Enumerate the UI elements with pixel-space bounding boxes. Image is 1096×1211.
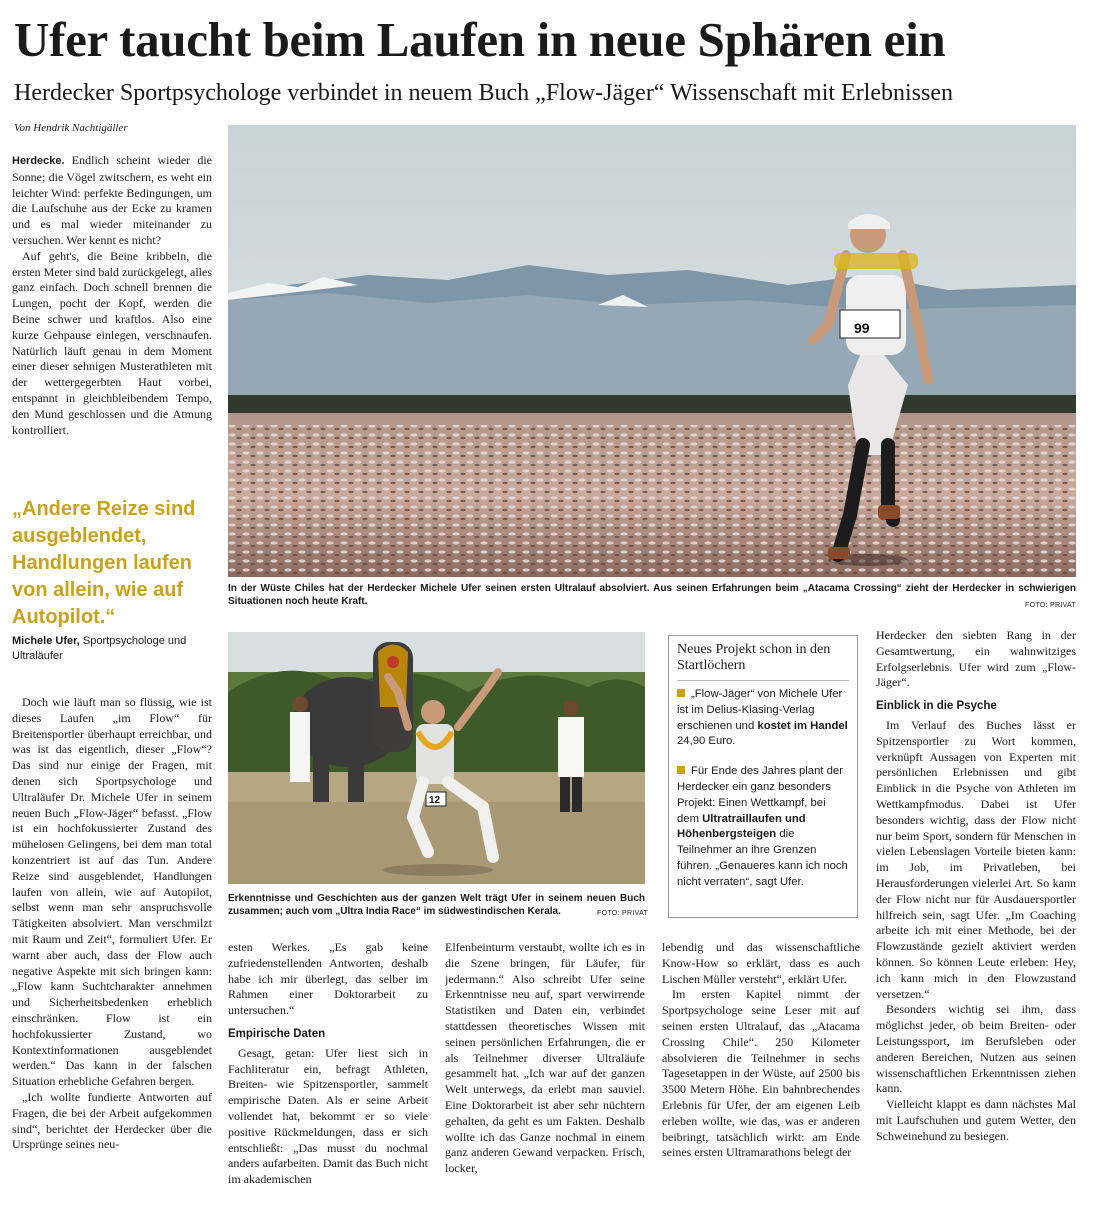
article-column-2 (228, 940, 428, 1208)
article-column-4 (662, 940, 860, 1208)
india-race-image (228, 632, 645, 884)
paragraph: Im Verlauf des Buches lässt er Spitzensportler zu Wort kommen, verknüpft Aussagen von Experten mit persönlichen Erlebnissen und gibt Einblick in die Psyche von Athleten im Wettkampfmodus. Dabei ist Ufer besonders wichtig, dass der Flow nicht nur beim Sport, sondern für Menschen in vielen Lebenslagen Vorteile bieten kann: im Job, im Privatleben, bei Herausforderungen vielerlei Art. So kann der Flow nicht nur für Ausdauersportler hilfreich sein, sagt Ufer. „Im Coaching arbeite ich mit einer Methode, bei der Flowzustände gezielt aktiviert werden können. So können Leute erleben: Hey, ich kann mich in den Flowzustand versetzen.“ (876, 717, 1076, 1001)
photo-india-caption (228, 892, 645, 918)
desert-runner-image (228, 125, 1076, 577)
bib-number: 99 (854, 320, 870, 336)
info-item: „Flow-Jäger“ von Michele Ufer ist im Delius-Klasing-Verlag erschienen und kostet im Handel 24,90 Euro. (677, 688, 848, 748)
article-column-3 (445, 940, 645, 1208)
headline: Ufer taucht beim Laufen in neue Sphären ein (14, 12, 946, 67)
photo-credit: FOTO: PRIVAT (1025, 602, 1077, 609)
paragraph: „Ich wollte fundierte Antworten auf Fragen, die bei der Arbeit aufgekommen sind“, berichtet der Herdecker über die Ursprünge seines neu- (12, 1089, 212, 1152)
paragraph: Elfenbeinturm verstaubt, wollte ich es in die Szene bringen, für Läufer, für jedermann.“ Also schreibt Ufer seine Erkenntnisse neu auf, spart verwirrende Statistiken und Daten ein, verbindet stattdessen theoretisches Wissen mit seinen persönlichen Erfahrungen, die er als Teilnehmer diverser Ultraläufe gesammelt hat. „Ich war auf der ganzen Welt unterwegs, da erlebt man sauviel. Eine Doktorarbeit ist aber sehr nüchtern gehalten, da geht es um Fakten. Deshalb wollte ich das Ganze nochmal in einem ganz anderen Gewand verpacken. Frisch, locker, (445, 940, 645, 1176)
bullet-square-icon (677, 689, 685, 697)
caption-text: Erkenntnisse und Geschichten aus der ganzen Welt trägt Ufer in seinem neuen Buch zusammen; auch vom „Ultra India Race“ im südwestindischen Kerala. (228, 893, 645, 917)
quote-author: Michele Ufer, (12, 635, 80, 647)
byline: Von Hendrik Nachtigäller (14, 122, 128, 134)
paragraph: Vielleicht klappt es dann nächstes Mal mit Laufschuhen und gutem Wetter, den Schweinehund zu besiegen. (876, 1097, 1076, 1143)
photo-credit: FOTO: PRIVAT (597, 910, 649, 917)
article-column-1-bottom (12, 695, 212, 1205)
photo-india-race (228, 632, 645, 884)
dateline: Herdecke. (12, 155, 65, 167)
bullet-square-icon (677, 766, 685, 774)
quote-author-role: Sportpsychologe und Ultraläufer (12, 635, 187, 662)
paragraph: lebendig und das wissenschaftliche Know-How so erklärt, dass es auch Lischen Müller versteht“, erklärt Ufer. (662, 940, 860, 986)
subheading: Einblick in die Psyche (876, 700, 997, 713)
paragraph: Auf geht's, die Beine kribbeln, die ersten Meter sind bald zurückgelegt, alles ganz einfach. Doch schnell brennen die Lungen, pocht der Kopf, werden die Beine schwer und kraftlos. Also eine kurze Gehpause einlegen, verschnaufen. Natürlich läuft genau in dem Moment einer dieser sehnigen Musterathleten mit der wettergegerbten Haut vorbei, entspannt in gleichbleibendem Tempo, den Mund geschlossen und die Atmung kontrolliert. (12, 248, 212, 437)
paragraph: Im ersten Kapitel nimmt der Sportpsychologe seine Leser mit auf seinen ersten Ultralauf, das „Atacama Crossing Chile“. 250 Kilometer absolvieren die Teilnehmer in sechs Tagesetappen in der Wüste, auf 2500 bis 3500 Metern Höhe. Ein bahnbrechendes Erlebnis für Ufer, der am eigenen Leib erleben wollte, wie das, was er anderen beibringt, tatsächlich wirkt: am Ende seines ersten Ultramarathons belegt der (662, 987, 860, 1160)
article-column-1-top (12, 153, 212, 483)
info-box-title: Neues Projekt schon in den Startlöchern (677, 642, 849, 681)
caption-text: In der Wüste Chiles hat der Herdecker Michele Ufer seinen ersten Ultralauf absolviert. Aus seinen Erfahrungen beim „Atacama Crossing“ zieht der Herdecker in schwierigen Situationen noch heute Kraft. (228, 583, 1076, 607)
article-column-5 (876, 628, 1076, 1208)
paragraph: Gesagt, getan: Ufer liest sich in Fachliteratur ein, befragt Athleten, Breiten- wie Spitzensportler, sammelt empirische Daten. Als er seine Arbeit vollendet hat, bekommt er so viele positive Rückmeldungen, dass er sich entschließt: „Das musst du nochmal anders aufarbeiten. Damit das Buch nicht im akademischen (228, 1045, 428, 1187)
pull-quote-attribution (12, 634, 218, 664)
paragraph: esten Werkes. „Es gab keine zufriedenstellenden Antworten, deshalb habe ich mir überlegt, das selber im Rahmen einer Doktorarbeit zu untersuchen.“ (228, 940, 428, 1018)
photo-atacama-caption (228, 582, 1076, 608)
info-item: Für Ende des Jahres plant der Herdecker ein ganz besonders Projekt: Einen Wettkampf, bei dem Ultratraillaufen und Höhenbergsteigen die Teilnehmer an ihre Grenzen führen. „Genaueres kann ich noch nicht verraten“, sagt Ufer. (677, 765, 848, 888)
pull-quote: „Andere Reize sind ausgeblendet, Handlungen laufen von allein, wie auf Autopilot.“ (12, 498, 196, 628)
paragraph: Besonders wichtig sei ihm, dass möglichst jeder, ob beim Breiten- oder Leistungssport, im Berufsleben oder anderen Bereichen, Nutzen aus seinen wissenschaftlichen Erkenntnissen ziehen kann. (876, 1002, 1076, 1096)
info-box (668, 635, 858, 918)
paragraph: Herdecker den siebten Rang in der Gesamtwertung, ein wahnwitziges Erfolgserlebnis. Ufer wird zum „Flow-Jäger“. (876, 628, 1076, 690)
lead-paragraph: Endlich scheint wieder die Sonne; die Vögel zwitschern, es weht ein leichter Wind: perfekte Bedingungen, um die Laufschuhe aus der Ecke zu kramen und es mal wieder miteinander zu versuchen. Wer kennt es nicht? (12, 153, 212, 247)
subheading: Empirische Daten (228, 1027, 326, 1040)
bib-number: 12 (429, 795, 441, 806)
paragraph: Doch wie läuft man so flüssig, wie ist dieses Laufen „im Flow“ für Breitensportler überhaupt erreichbar, und was ist das eigentlich, dieser „Flow“? Das sind nur einige der Fragen, mit denen sich Sportpsychologe und Ultraläufer Dr. Michele Ufer in seinem neuen Buch „Flow-Jäger“ befasst. „Flow ist ein hochfokussierter Zustand des mühelosen Gelingens, bei dem man total konzentriert ist auf das Tun. Andere Reize sind ausgeblendet, Handlungen laufen von allein, wie auf Autopilot, selbst wenn man sehr anspruchsvolle Tätigkeiten absolviert. Man verschmilzt mit Raum und Zeit“, formuliert Ufer. Er warnt aber auch, dass der Flow auch negative Aspekte mit sich bringen kann: „Flow kann Suchtcharakter annehmen und Sicherheitsbedenken erheblich einschränken. Flow ist ein hochfokussierter Zustand, wo Kontextinformationen ausgeblendet werden.“ Das kann in der falschen Situation erhebliche Gefahren bergen. (12, 695, 212, 1089)
subheadline: Herdecker Sportpsychologe verbindet in neuem Buch „Flow-Jäger“ Wissenschaft mit Erlebnissen (14, 80, 953, 106)
photo-atacama-runner (228, 125, 1076, 577)
